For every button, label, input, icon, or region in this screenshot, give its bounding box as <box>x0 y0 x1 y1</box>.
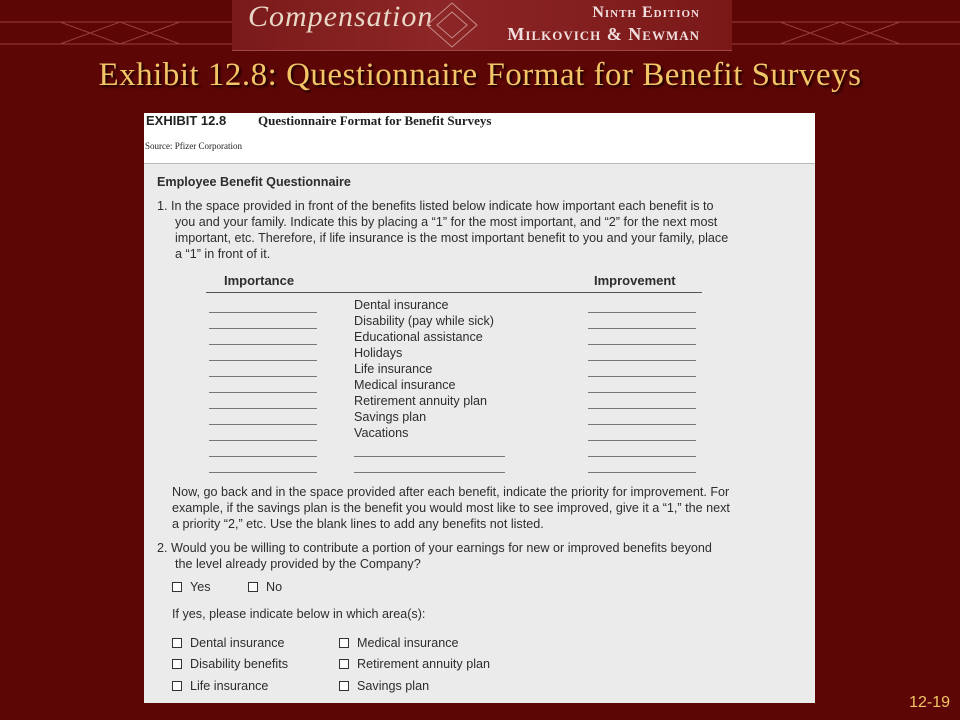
yes-option[interactable] <box>172 579 211 595</box>
page-number: 12-19 <box>909 694 950 711</box>
improvement-blank-line[interactable] <box>588 456 696 457</box>
area-label: Dental insurance <box>190 636 285 650</box>
area-option[interactable] <box>339 656 490 672</box>
yes-checkbox[interactable] <box>172 582 182 592</box>
book-logo: Compensation <box>248 0 434 33</box>
benefit-label: Life insurance <box>354 362 433 376</box>
no-option[interactable] <box>248 579 282 595</box>
yes-label: Yes <box>190 580 211 594</box>
question-1-line: you and your family. Indicate this by placing a “1” for the most important, and “2” for the next most <box>175 215 718 229</box>
question-1-line: 1. In the space provided in front of the benefits listed below indicate how important each benefit is to <box>157 199 714 213</box>
importance-blank-line[interactable] <box>209 376 317 377</box>
benefit-label: Educational assistance <box>354 330 483 344</box>
improvement-blank-line[interactable] <box>588 408 696 409</box>
importance-blank-line[interactable] <box>209 392 317 393</box>
area-checkbox[interactable] <box>339 681 349 691</box>
exhibit-id: EXHIBIT 12.8 <box>146 113 227 128</box>
no-label: No <box>266 580 283 594</box>
area-checkbox[interactable] <box>172 659 182 669</box>
exhibit-title: Questionnaire Format for Benefit Surveys <box>258 113 492 128</box>
exhibit-source: Source: Pfizer Corporation <box>145 141 242 151</box>
area-label: Retirement annuity plan <box>357 657 491 671</box>
no-checkbox[interactable] <box>248 582 258 592</box>
area-option[interactable] <box>172 656 288 672</box>
benefit-label: Savings plan <box>354 410 427 424</box>
header-divider <box>206 292 702 293</box>
improvement-column-header: Improvement <box>594 273 676 288</box>
improvement-blank-line[interactable] <box>588 424 696 425</box>
exhibit-document <box>144 113 815 703</box>
importance-column-header: Importance <box>224 273 295 288</box>
followup-line: a priority “2,” etc. Use the blank lines to add any benefits not listed. <box>172 517 544 531</box>
benefit-label: Disability (pay while sick) <box>354 314 494 328</box>
improvement-blank-line[interactable] <box>588 360 696 361</box>
improvement-blank-line[interactable] <box>588 472 696 473</box>
question-2-line: 2. Would you be willing to contribute a portion of your earnings for new or improved benefits beyond <box>157 541 712 555</box>
questionnaire-heading: Employee Benefit Questionnaire <box>157 175 351 189</box>
area-checkbox[interactable] <box>172 681 182 691</box>
benefit-label: Vacations <box>354 426 409 440</box>
improvement-blank-line[interactable] <box>588 376 696 377</box>
importance-blank-line[interactable] <box>209 424 317 425</box>
area-label: Life insurance <box>190 679 269 693</box>
slide-title: Exhibit 12.8: Questionnaire Format for Benefit Surveys <box>98 57 862 93</box>
importance-blank-line[interactable] <box>209 312 317 313</box>
benefit-label: Dental insurance <box>354 298 449 312</box>
importance-blank-line[interactable] <box>209 440 317 441</box>
improvement-blank-line[interactable] <box>588 312 696 313</box>
question-2-line: the level already provided by the Company? <box>175 557 421 571</box>
benefit-label: Retirement annuity plan <box>354 394 488 408</box>
diamond-ornament-icon <box>417 0 487 50</box>
followup-line: Now, go back and in the space provided after each benefit, indicate the priority for improvement. For <box>172 485 730 499</box>
area-checkbox[interactable] <box>339 659 349 669</box>
area-option[interactable] <box>172 678 268 694</box>
question-1-line: important, etc. Therefore, if life insurance is the most important benefit to you and your family, place <box>175 231 729 245</box>
area-checkbox[interactable] <box>339 638 349 648</box>
importance-blank-line[interactable] <box>209 360 317 361</box>
improvement-blank-line[interactable] <box>588 344 696 345</box>
added-benefit-blank-line[interactable] <box>354 456 505 457</box>
importance-blank-line[interactable] <box>209 472 317 473</box>
book-edition: Ninth Edition <box>592 4 700 21</box>
importance-blank-line[interactable] <box>209 456 317 457</box>
importance-blank-line[interactable] <box>209 408 317 409</box>
area-option[interactable] <box>339 635 459 651</box>
area-option[interactable] <box>172 635 285 651</box>
improvement-blank-line[interactable] <box>588 440 696 441</box>
importance-blank-line[interactable] <box>209 328 317 329</box>
added-benefit-blank-line[interactable] <box>354 472 505 473</box>
book-authors: Milkovich & Newman <box>507 24 700 44</box>
question-1-line: a “1” in front of it. <box>175 247 271 261</box>
importance-blank-line[interactable] <box>209 344 317 345</box>
benefit-label: Medical insurance <box>354 378 456 392</box>
areas-prompt: If yes, please indicate below in which area(s): <box>172 607 426 621</box>
area-label: Medical insurance <box>357 636 459 650</box>
area-checkbox[interactable] <box>172 638 182 648</box>
area-label: Savings plan <box>357 679 430 693</box>
benefit-label: Holidays <box>354 346 403 360</box>
area-option[interactable] <box>339 678 429 694</box>
improvement-blank-line[interactable] <box>588 328 696 329</box>
improvement-blank-line[interactable] <box>588 392 696 393</box>
exhibit-header <box>144 113 815 164</box>
area-label: Disability benefits <box>190 657 288 671</box>
book-banner <box>232 0 732 51</box>
followup-line: example, if the savings plan is the benefit you would most like to see improved, give it a “1,” the next <box>172 501 730 515</box>
